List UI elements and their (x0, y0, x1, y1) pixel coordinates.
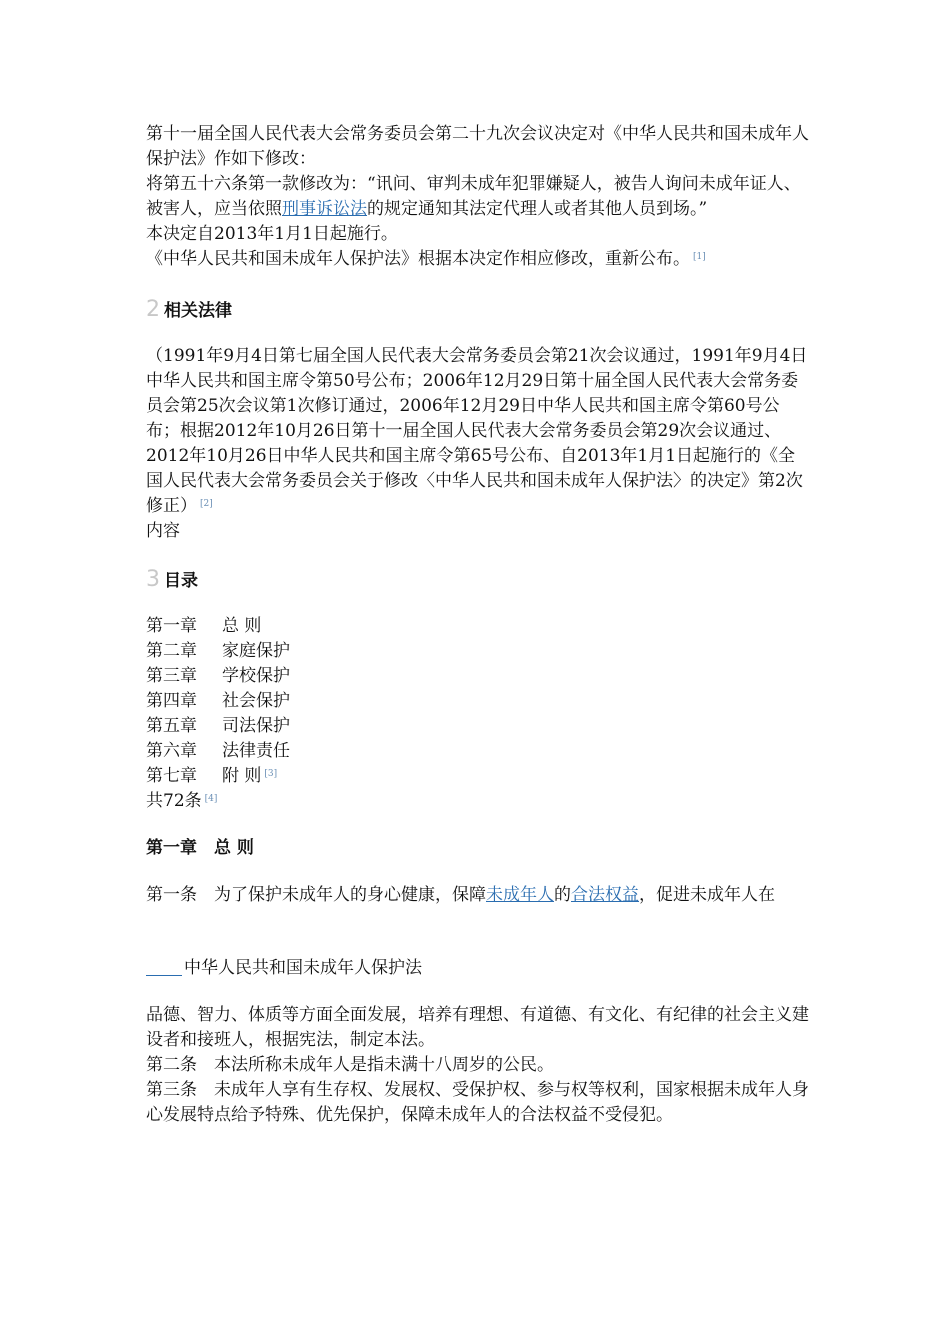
section-heading-toc (146, 567, 810, 594)
footer-title: 中华人民共和国未成年人保护法 (184, 958, 422, 978)
document-page (146, 122, 810, 1128)
toc-chapter-number: 第六章 (146, 741, 197, 761)
article-1 (146, 883, 810, 908)
article-3: 第三条 未成年人享有生存权、发展权、受保护权、参与权等权利，国家根据未成年人身心发展特点给予特殊、优先保护，保障未成年人的合法权益不受侵犯。 (146, 1080, 809, 1125)
toc-item[interactable] (146, 689, 810, 714)
article-1-text: 第一条 为了保护未成年人的身心健康，保障 (146, 885, 486, 905)
toc-chapter-number: 第一章 (146, 616, 197, 636)
amendment-paragraph (146, 172, 810, 222)
toc-chapter-number: 第五章 (146, 716, 197, 736)
republish-sentence: 《中华人民共和国未成年人保护法》根据本决定作相应修改，重新公布。 (146, 249, 690, 269)
toc-item[interactable] (146, 614, 810, 639)
toc-chapter-name: 学校保护 (222, 666, 290, 686)
toc-chapter-number: 第三章 (146, 666, 197, 686)
article-1-text-end: ，促进未成年人在 (639, 885, 775, 905)
toc-chapter-name: 总 则 (222, 616, 262, 636)
toc-chapter-name: 家庭保护 (222, 641, 290, 661)
page-footer (146, 956, 810, 981)
toc-chapter-name: 法律责任 (222, 741, 290, 761)
reference-link-1[interactable]: [1] (693, 252, 706, 262)
amendment-text: 将第五十六条第一款修改为：“讯问、审判未成年犯罪嫌疑人，被告人询问未成年证人、被害人，应当依照 (146, 174, 801, 219)
article-2: 第二条 本法所称未成年人是指未满十八周岁的公民。 (146, 1055, 554, 1075)
reference-link-2[interactable]: [2] (200, 499, 213, 509)
amendment-text-end: 的规定通知其法定代理人或者其他人员到场。” (367, 199, 708, 219)
toc-chapter-name: 社会保护 (222, 691, 290, 711)
section-title: 相关法律 (164, 301, 232, 321)
history-text: （1991年9月4日第七届全国人民代表大会常务委员会第21次会议通过，1991年9月4日中华人民共和国主席令第50号公布；2006年12月29日第十届全国人民代表大会常务委员会第25次会议第1次修订通过，2006年12月29日中华人民共和国主席令第60号公布；根据2012年10月26日第十一届全国人民代表大会常务委员会第29次会议通过、2012年10月26日中华人民共和国主席令第65号公布、自2013年1月1日起施行的《全国人民代表大会常务委员会关于修改〈中华人民共和国未成年人保护法〉的决定》第2次修正） (146, 346, 808, 516)
criminal-procedure-law-link[interactable]: 刑事诉讼法 (282, 199, 367, 219)
republish-text (146, 247, 810, 272)
effective-date-text: 本决定自2013年1月1日起施行。 (146, 224, 398, 244)
reference-link-4[interactable]: [4] (204, 794, 218, 804)
reference-link-3[interactable]: [3] (264, 769, 278, 779)
toc-total (146, 789, 810, 814)
toc-item[interactable] (146, 714, 810, 739)
toc-item[interactable] (146, 639, 810, 664)
article-1-continued: 品德、智力、体质等方面全面发展，培养有理想、有道德、有文化、有纪律的社会主义建设者和接班人，根据宪法，制定本法。 (146, 1005, 809, 1050)
toc-chapter-name: 附 则 (222, 766, 262, 786)
footer-rule (146, 961, 182, 976)
toc-chapter-number: 第七章 (146, 766, 197, 786)
article-count: 共72条 (146, 791, 202, 811)
toc-chapter-number: 第二章 (146, 641, 197, 661)
toc-item[interactable] (146, 739, 810, 764)
toc-chapter-number: 第四章 (146, 691, 197, 711)
section-number: 3 (146, 567, 160, 592)
legislative-history (146, 344, 810, 519)
intro-paragraph: 第十一届全国人民代表大会常务委员会第二十九次会议决定对《中华人民共和国未成年人保护法》作如下修改： (146, 124, 809, 169)
section-heading-related-law (146, 297, 810, 324)
chapter-1-heading: 第一章 总 则 (146, 838, 254, 858)
toc-item[interactable] (146, 664, 810, 689)
minors-link[interactable]: 未成年人 (486, 885, 554, 905)
content-label: 内容 (146, 521, 180, 541)
toc-chapter-name: 司法保护 (222, 716, 290, 736)
legal-rights-link[interactable]: 合法权益 (571, 885, 639, 905)
table-of-contents (146, 614, 810, 814)
article-1-connector: 的 (554, 885, 571, 905)
toc-item[interactable] (146, 764, 810, 789)
section-number: 2 (146, 297, 160, 322)
section-title: 目录 (164, 571, 198, 591)
